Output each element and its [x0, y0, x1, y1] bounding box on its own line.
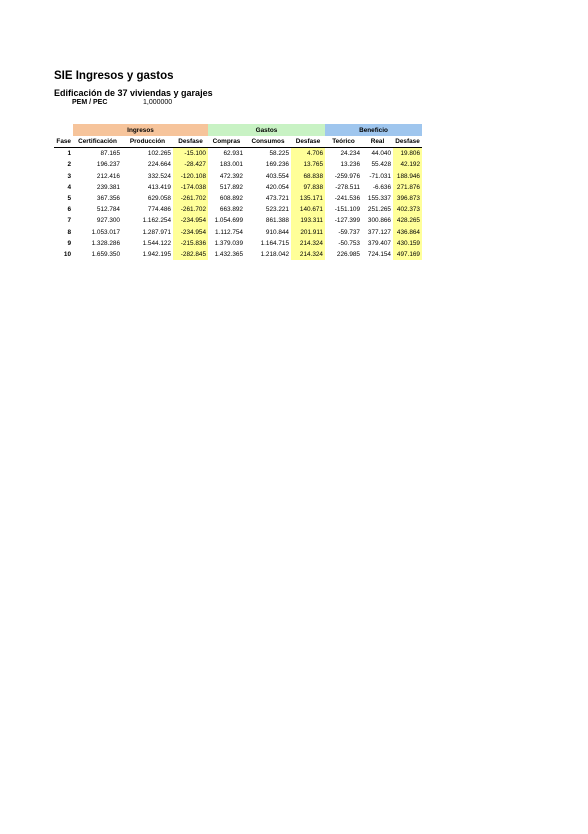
- cell-certificacion: 367.356: [96, 195, 120, 203]
- cell-desfase-gastos: 68.838: [291, 171, 325, 182]
- table-row: [54, 204, 422, 215]
- cell-real: -71.031: [369, 172, 391, 180]
- group-header-gastos: Gastos: [208, 124, 325, 136]
- cell-desfase-gastos: 214.324: [291, 238, 325, 249]
- cell-real: 251.265: [367, 206, 391, 214]
- cell-teorico: 24.234: [340, 150, 360, 158]
- cell-compras: 1.379.039: [214, 239, 243, 247]
- cell-teorico: -241.536: [334, 195, 360, 203]
- cell-consumos: 861.388: [265, 217, 289, 225]
- cell-desfase-ingresos: -120.108: [173, 171, 208, 182]
- cell-teorico: 226.985: [336, 250, 360, 258]
- cell-compras: 1.112.754: [215, 228, 243, 236]
- table-row: [54, 227, 422, 238]
- income-expense-table: [54, 124, 422, 260]
- cell-produccion: 332.524: [147, 172, 171, 180]
- pem-pec-value: 1,000000: [143, 99, 173, 106]
- cell-desfase-ingresos: -261.702: [173, 193, 208, 204]
- cell-produccion: 629.058: [147, 195, 171, 203]
- cell-desfase-beneficio: 428.265: [393, 215, 422, 226]
- cell-consumos: 910.844: [265, 228, 289, 236]
- cell-desfase-beneficio: 396.873: [393, 193, 422, 204]
- column-header-desfase-beneficio: Desfase: [393, 136, 422, 148]
- cell-teorico: -151.109: [334, 206, 360, 214]
- cell-certificacion: 87.165: [100, 150, 120, 158]
- cell-desfase-ingresos: -234.954: [173, 215, 208, 226]
- cell-fase: 10: [63, 250, 71, 258]
- cell-consumos: 473.721: [265, 195, 289, 203]
- cell-teorico: 13.236: [340, 161, 360, 169]
- group-header-row: [54, 124, 422, 136]
- cell-desfase-beneficio: 436.864: [393, 227, 422, 238]
- cell-desfase-ingresos: -261.702: [173, 204, 208, 215]
- cell-desfase-gastos: 13.765: [291, 159, 325, 170]
- cell-desfase-ingresos: -174.038: [173, 182, 208, 193]
- cell-desfase-beneficio: 402.373: [393, 204, 422, 215]
- cell-certificacion: 196.237: [96, 161, 120, 169]
- cell-produccion: 774.486: [147, 206, 171, 214]
- table-row: [54, 238, 422, 249]
- cell-consumos: 403.554: [265, 172, 289, 180]
- cell-desfase-gastos: 4.706: [291, 148, 325, 160]
- cell-real: 724.154: [367, 250, 391, 258]
- column-header-certificacion: Certificación: [73, 136, 122, 148]
- cell-teorico: -127.399: [334, 217, 360, 225]
- cell-desfase-ingresos: -15.100: [173, 148, 208, 160]
- cell-produccion: 1.162.254: [142, 217, 171, 225]
- column-header-row: [54, 136, 422, 148]
- cell-compras: 1.054.699: [214, 217, 243, 225]
- cell-certificacion: 512.784: [96, 206, 120, 214]
- cell-desfase-beneficio: 497.169: [393, 249, 422, 260]
- cell-produccion: 102.265: [147, 150, 171, 158]
- cell-certificacion: 1.053.017: [91, 228, 120, 236]
- pem-pec-label: PEM / PEC: [72, 99, 108, 106]
- cell-fase: 4: [67, 183, 71, 191]
- group-header-ingresos: Ingresos: [73, 124, 208, 136]
- cell-desfase-beneficio: 271.876: [393, 182, 422, 193]
- cell-desfase-ingresos: -282.845: [173, 249, 208, 260]
- cell-fase: 6: [67, 206, 71, 214]
- table-row: [54, 159, 422, 170]
- cell-consumos: 1.218.042: [260, 250, 289, 258]
- sheet-subtitle: Edificación de 37 viviendas y garajes: [54, 88, 213, 98]
- cell-fase: 3: [67, 172, 71, 180]
- cell-real: -6.636: [372, 183, 391, 191]
- cell-desfase-gastos: 193.311: [291, 215, 325, 226]
- cell-real: 55.428: [371, 161, 391, 169]
- cell-real: 379.407: [367, 239, 391, 247]
- column-header-desfase-gastos: Desfase: [291, 136, 325, 148]
- cell-certificacion: 927.300: [96, 217, 120, 225]
- cell-produccion: 1.544.122: [142, 239, 171, 247]
- table-row: [54, 182, 422, 193]
- cell-compras: 62.931: [223, 150, 243, 158]
- cell-desfase-ingresos: -215.836: [173, 238, 208, 249]
- cell-certificacion: 212.416: [96, 172, 120, 180]
- cell-desfase-ingresos: -234.954: [173, 227, 208, 238]
- cell-certificacion: 239.381: [96, 183, 120, 191]
- cell-compras: 183.001: [219, 161, 243, 169]
- cell-consumos: 1.164.715: [260, 239, 289, 247]
- column-header-real: Real: [362, 136, 393, 148]
- column-header-produccion: Producción: [122, 136, 173, 148]
- table-body: [54, 148, 422, 260]
- cell-fase: 9: [67, 239, 71, 247]
- cell-teorico: -259.976: [334, 172, 360, 180]
- cell-fase: 1: [67, 150, 71, 158]
- cell-desfase-beneficio: 19.806: [393, 148, 422, 160]
- column-header-compras: Compras: [208, 136, 245, 148]
- cell-certificacion: 1.328.286: [91, 239, 120, 247]
- cell-desfase-beneficio: 188.946: [393, 171, 422, 182]
- column-header-fase: Fase: [54, 136, 73, 148]
- cell-compras: 472.392: [219, 172, 243, 180]
- table-row: [54, 193, 422, 204]
- cell-real: 377.127: [367, 228, 391, 236]
- column-header-consumos: Consumos: [245, 136, 291, 148]
- table-row: [54, 249, 422, 260]
- table-row: [54, 171, 422, 182]
- table-row: [54, 215, 422, 226]
- cell-desfase-gastos: 135.171: [291, 193, 325, 204]
- cell-compras: 608.892: [219, 195, 243, 203]
- cell-real: 155.337: [367, 195, 391, 203]
- cell-fase: 7: [67, 217, 71, 225]
- cell-compras: 1.432.365: [214, 250, 243, 258]
- cell-real: 44.040: [371, 150, 391, 158]
- cell-desfase-beneficio: 42.192: [393, 159, 422, 170]
- cell-compras: 517.892: [219, 183, 243, 191]
- cell-teorico: -278.511: [335, 183, 360, 191]
- cell-real: 300.866: [367, 217, 391, 225]
- column-header-teorico: Teórico: [325, 136, 362, 148]
- column-header-desfase-ingresos: Desfase: [173, 136, 208, 148]
- cell-consumos: 58.225: [269, 150, 289, 158]
- sheet-title: SIE Ingresos y gastos: [54, 70, 174, 82]
- cell-produccion: 224.664: [147, 161, 171, 169]
- cell-fase: 5: [67, 195, 71, 203]
- cell-certificacion: 1.659.350: [91, 250, 120, 258]
- cell-produccion: 1.942.195: [142, 250, 171, 258]
- cell-teorico: -59.737: [338, 228, 360, 236]
- table-row: [54, 148, 422, 160]
- cell-consumos: 169.236: [265, 161, 289, 169]
- cell-produccion: 413.419: [147, 183, 171, 191]
- cell-compras: 663.892: [219, 206, 243, 214]
- group-header-blank: [54, 124, 73, 136]
- cell-desfase-gastos: 97.838: [291, 182, 325, 193]
- cell-desfase-gastos: 214.324: [291, 249, 325, 260]
- cell-desfase-ingresos: -28.427: [173, 159, 208, 170]
- cell-desfase-gastos: 140.671: [291, 204, 325, 215]
- cell-fase: 2: [67, 161, 71, 169]
- cell-desfase-beneficio: 430.159: [393, 238, 422, 249]
- group-header-beneficio: Beneficio: [325, 124, 422, 136]
- cell-teorico: -50.753: [338, 239, 360, 247]
- cell-desfase-gastos: 201.911: [291, 227, 325, 238]
- cell-fase: 8: [67, 228, 71, 236]
- cell-produccion: 1.287.971: [142, 228, 171, 236]
- cell-consumos: 523.221: [265, 206, 289, 214]
- cell-consumos: 420.054: [265, 183, 289, 191]
